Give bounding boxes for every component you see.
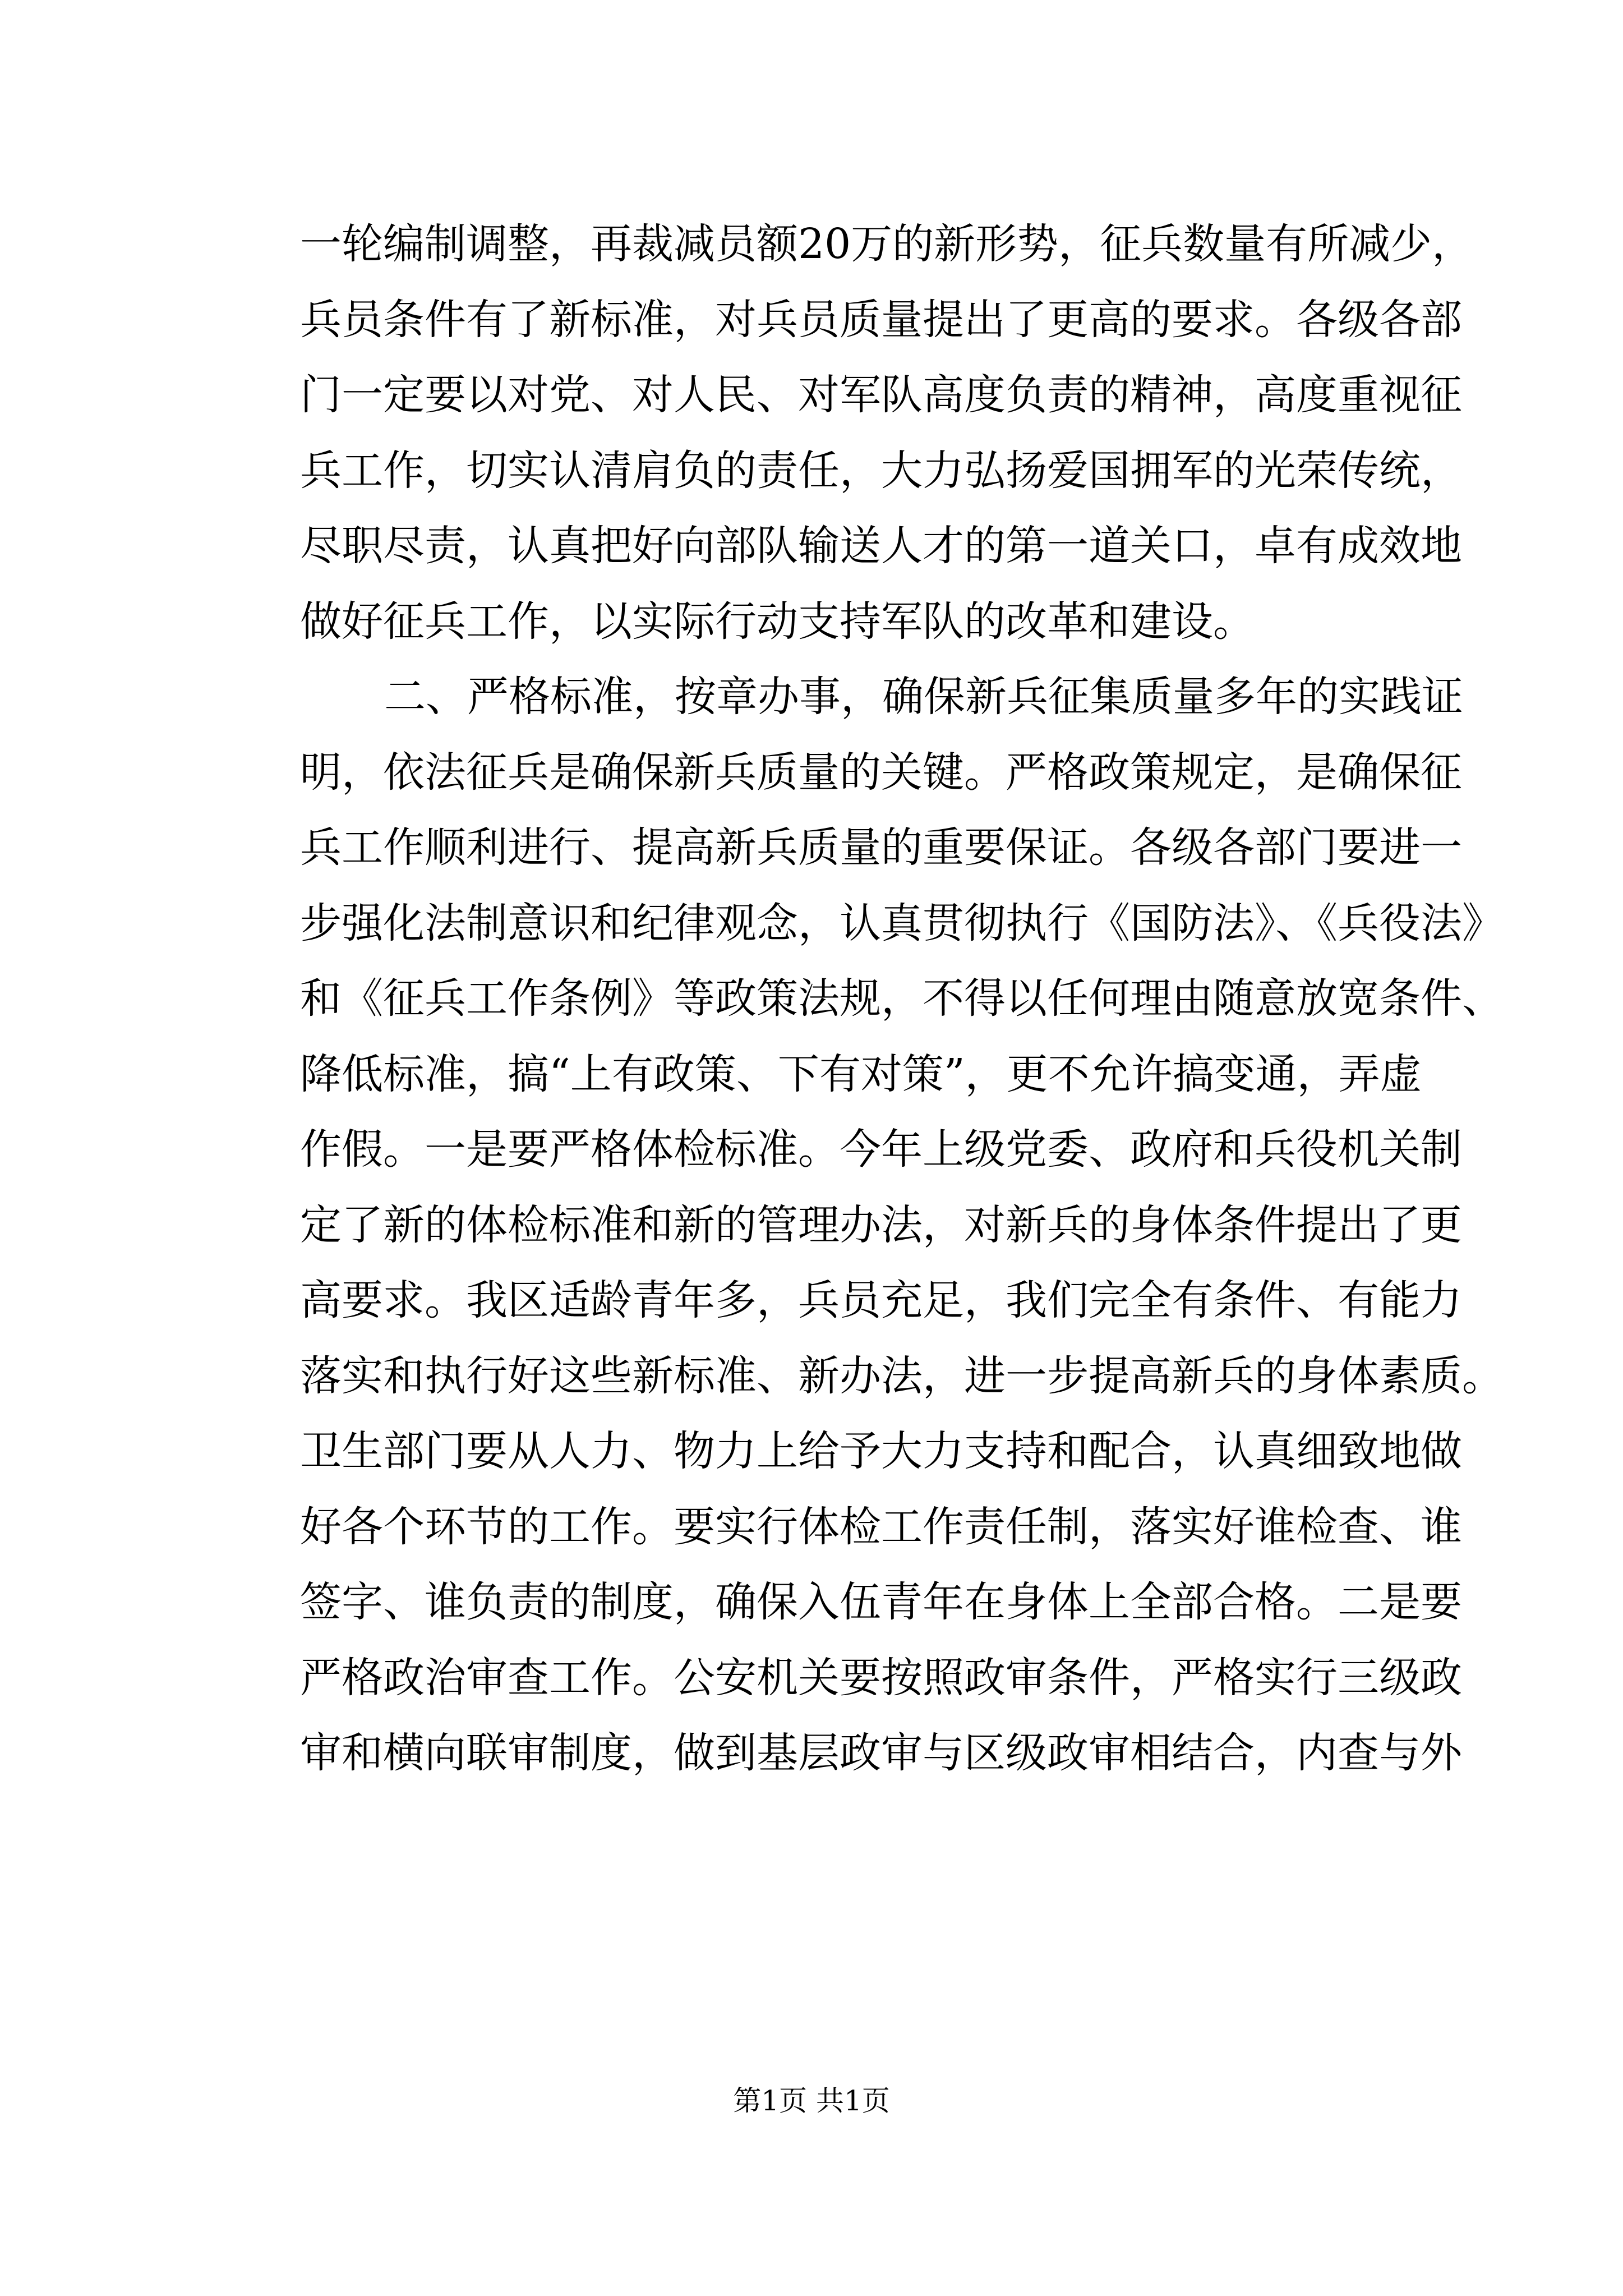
- page-number: 第1页 共1页: [733, 2085, 890, 2117]
- text-line: 高要求。我区适龄青年多，兵员充足，我们完全有条件、有能力: [300, 1276, 1462, 1324]
- text-line: 定了新的体检标准和新的管理办法，对新兵的身体条件提出了更: [300, 1200, 1462, 1249]
- text-line: 尽职尽责，认真把好向部队输送人才的第一道关口，卓有成效地: [300, 522, 1462, 570]
- text-line: 好各个环节的工作。要实行体检工作责任制，落实好谁检查、谁: [300, 1502, 1462, 1551]
- text-line: 门一定要以对党、对人民、对军队高度负责的精神，高度重视征: [300, 371, 1462, 419]
- text-line: 明，依法征兵是确保新兵质量的关键。严格政策规定，是确保征: [300, 748, 1462, 797]
- text-line: 兵员条件有了新标准，对兵员质量提出了更高的要求。各级各部: [300, 295, 1462, 344]
- text-line: 卫生部门要从人力、物力上给予大力支持和配合，认真细致地做: [300, 1427, 1462, 1475]
- text-line: 二、严格标准，按章办事，确保新兵征集质量多年的实践证: [384, 673, 1463, 721]
- text-line: 落实和执行好这些新标准、新办法，进一步提高新兵的身体素质。: [300, 1351, 1504, 1400]
- text-line: 做好征兵工作，以实际行动支持军队的改革和建设。: [300, 597, 1255, 646]
- text-line: 作假。一是要严格体检标准。今年上级党委、政府和兵役机关制: [300, 1125, 1462, 1174]
- text-line: 审和横向联审制度，做到基层政审与区级政审相结合，内查与外: [300, 1729, 1462, 1777]
- text-line: 步强化法制意识和纪律观念，认真贯彻执行《国防法》、《兵役法》: [300, 899, 1504, 947]
- text-line: 签字、谁负责的制度，确保入伍青年在身体上全部合格。二是要: [300, 1578, 1462, 1626]
- text-line: 兵工作，切实认清肩负的责任，大力弘扬爱国拥军的光荣传统，: [300, 446, 1462, 495]
- text-line: 和《征兵工作条例》等政策法规，不得以任何理由随意放宽条件、: [300, 974, 1504, 1023]
- text-line: 兵工作顺利进行、提高新兵质量的重要保证。各级各部门要进一: [300, 823, 1462, 872]
- text-line: 一轮编制调整，再裁减员额20万的新形势，征兵数量有所减少，: [300, 220, 1474, 268]
- page-footer: [0, 2081, 1623, 2120]
- text-line: 严格政治审查工作。公安机关要按照政审条件，严格实行三级政: [300, 1653, 1462, 1702]
- body-text: [300, 206, 1504, 1791]
- text-line: 降低标准，搞“上有政策、下有对策”，更不允许搞变通，弄虚: [300, 1050, 1422, 1098]
